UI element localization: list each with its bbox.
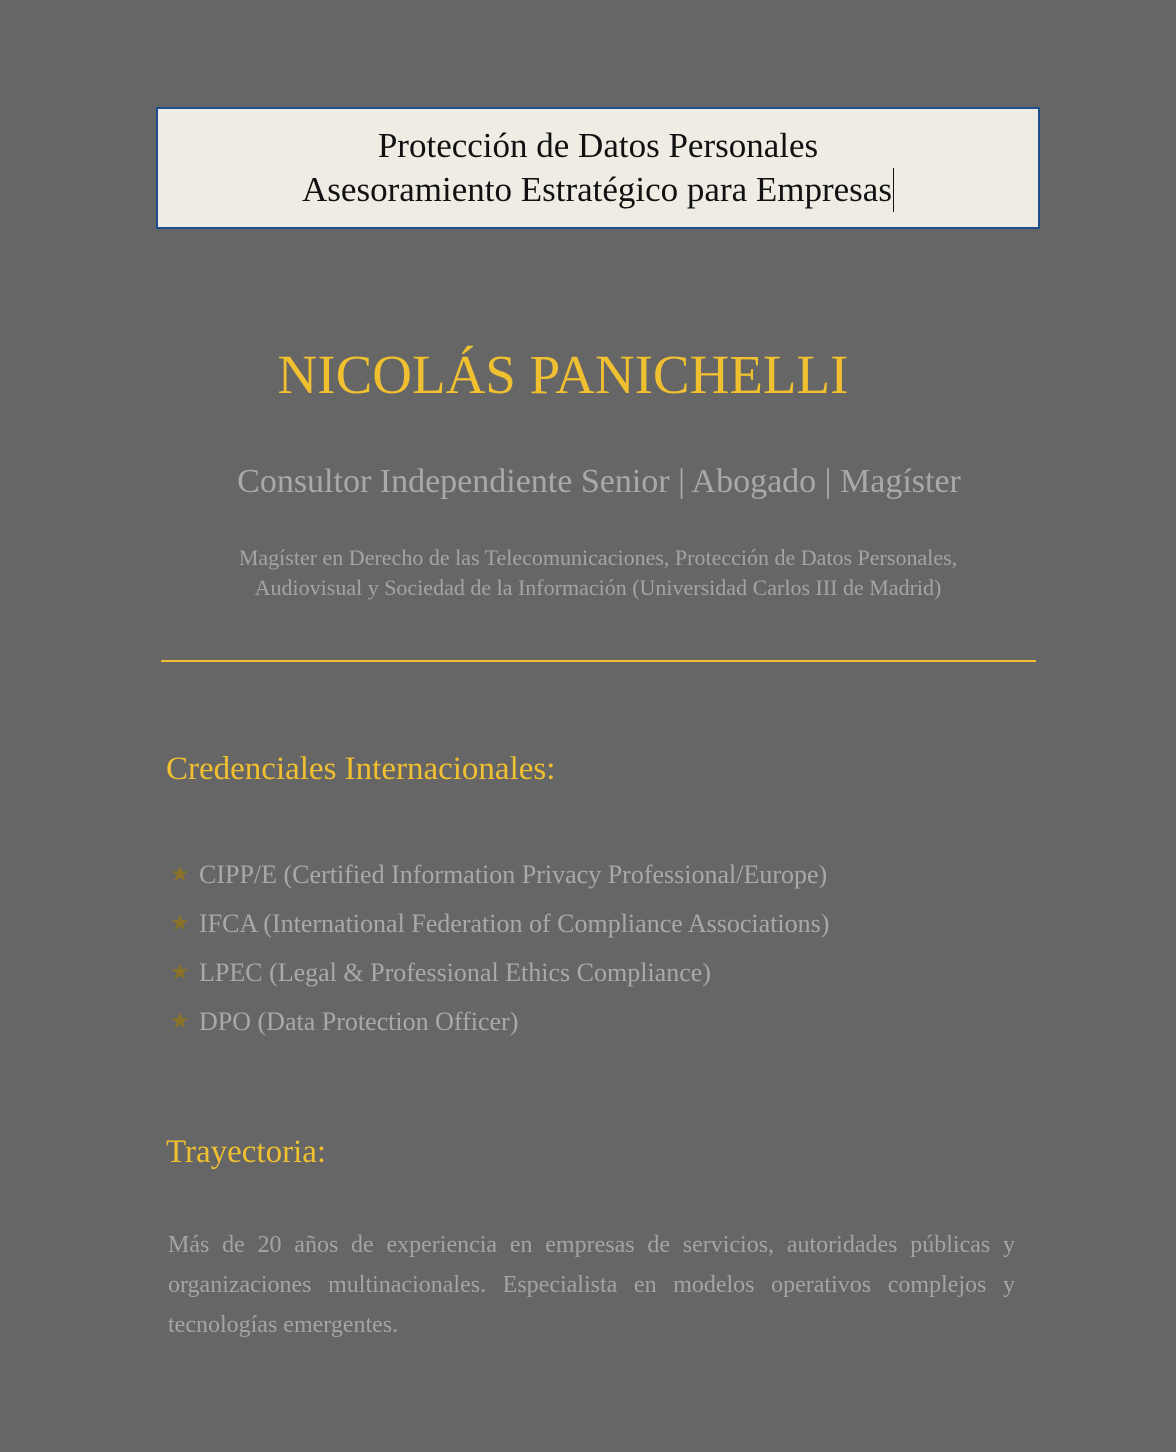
- trayectoria-text: Más de 20 años de experiencia en empresas de servicios, autoridades públicas y organizaciones multinacionales. Especialista en modelos operativos complejos y tecnologías emergentes.: [168, 1232, 1015, 1338]
- star-icon: ★: [170, 960, 190, 985]
- credential-text: DPO (Data Protection Officer): [199, 1007, 519, 1036]
- profile-name: NICOLÁS PANICHELLI: [277, 344, 849, 405]
- star-icon: ★: [170, 1009, 190, 1034]
- credential-item: [170, 948, 829, 997]
- header-line-2: [302, 168, 894, 212]
- trayectoria-title: Trayectoria:: [166, 1134, 327, 1170]
- header-text-box[interactable]: [156, 107, 1040, 229]
- credential-item: [170, 899, 829, 948]
- degree-line-2: Audiovisual y Sociedad de la Información (Universidad Carlos III de Madrid): [254, 575, 942, 600]
- degree-line-1: Magíster en Derecho de las Telecomunicaciones, Protección de Datos Personales,: [238, 545, 958, 570]
- text-cursor: [893, 168, 894, 212]
- star-icon: ★: [170, 862, 190, 887]
- credentials-list: [170, 850, 829, 1046]
- header-line-1: Protección de Datos Personales: [377, 126, 819, 165]
- credentials-title: Credenciales Internacionales:: [166, 751, 556, 787]
- header-line-2-text: Asesoramiento Estratégico para Empresas: [302, 170, 892, 209]
- section-divider: [161, 660, 1036, 662]
- credential-item: [170, 997, 829, 1046]
- credential-text: LPEC (Legal & Professional Ethics Compliance): [199, 958, 711, 987]
- credential-item: [170, 850, 829, 899]
- profile-subtitle: Consultor Independiente Senior | Abogado | Magíster: [237, 463, 961, 500]
- star-icon: ★: [170, 911, 190, 936]
- credential-text: IFCA (International Federation of Compliance Associations): [199, 909, 830, 938]
- credential-text: CIPP/E (Certified Information Privacy Professional/Europe): [199, 860, 828, 889]
- profile-degree: [0, 543, 1176, 603]
